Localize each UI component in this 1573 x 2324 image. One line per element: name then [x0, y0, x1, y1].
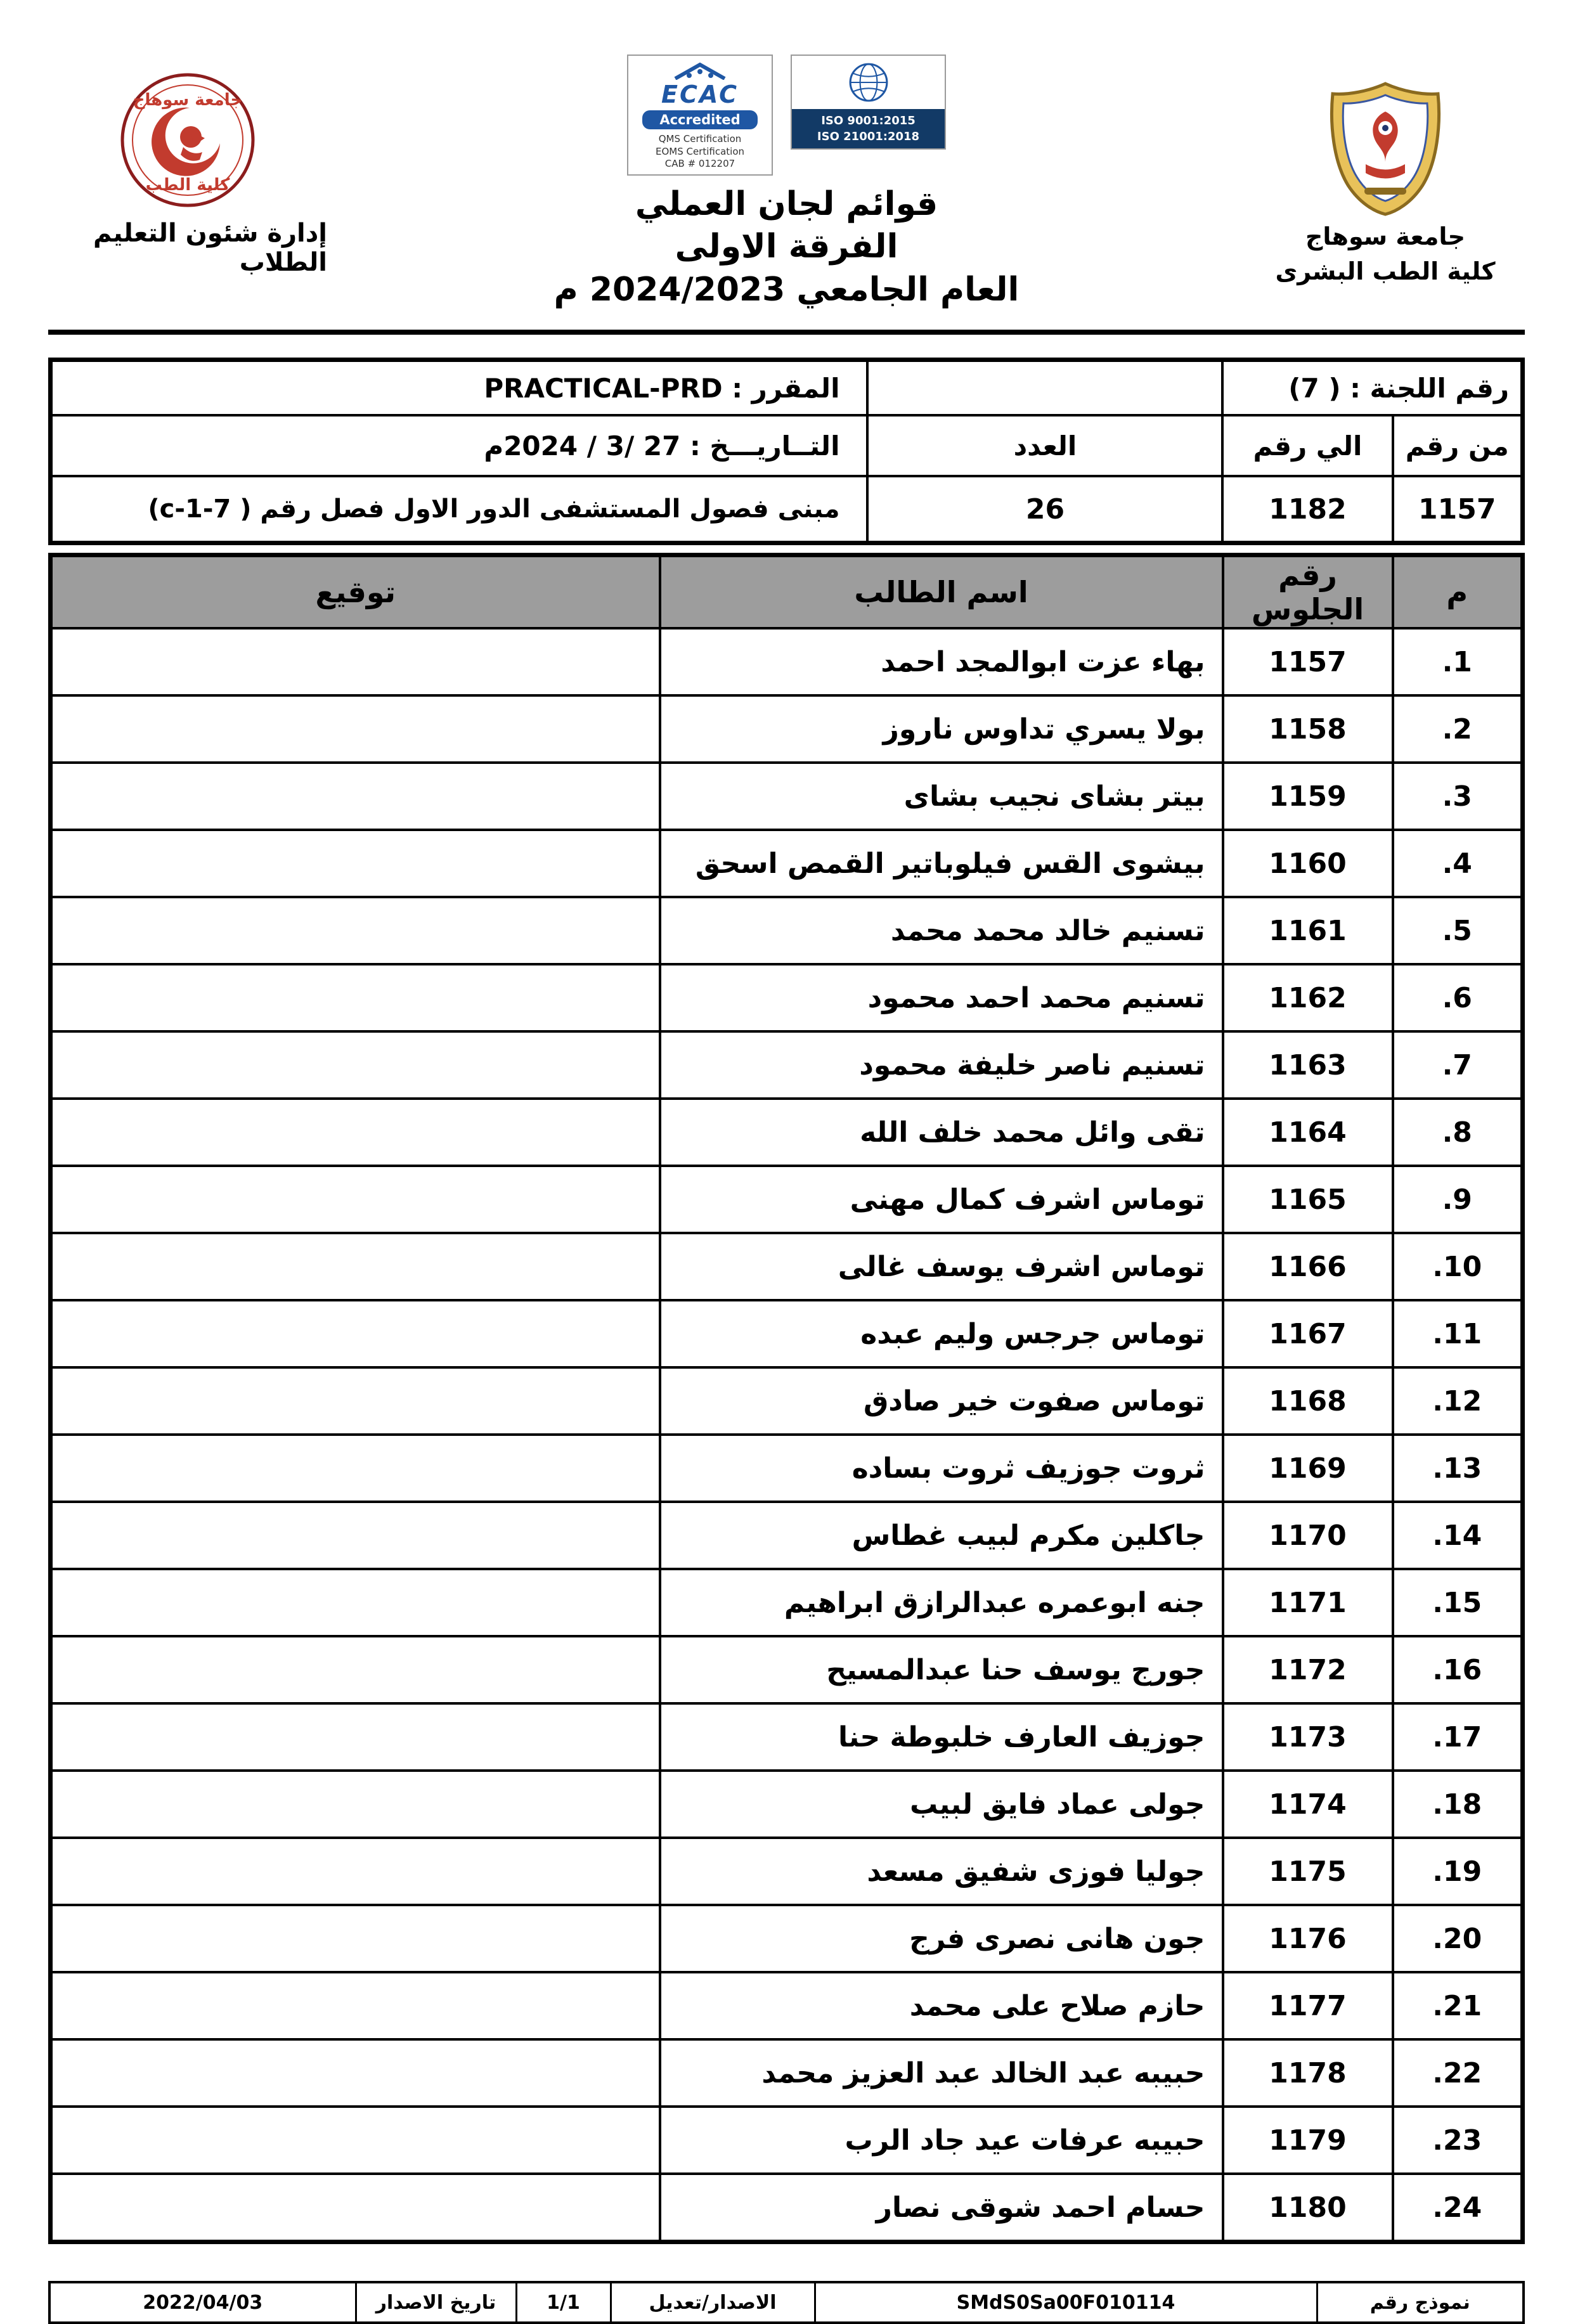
student-row: [51, 628, 1523, 695]
col-header-signature: توقيع: [51, 555, 660, 629]
signature-cell: [51, 1703, 660, 1771]
student-row: [51, 1972, 1523, 2039]
ecac-sub-line3: CAB # 012207: [664, 158, 735, 169]
student-name: تقى وائل محمد خلف الله: [660, 1099, 1223, 1166]
row-index: 1.: [1393, 628, 1523, 695]
row-index: 11.: [1393, 1300, 1523, 1367]
student-name: جولى عماد فايق لبيب: [660, 1771, 1223, 1838]
student-row: [51, 1703, 1523, 1771]
student-row: [51, 1031, 1523, 1099]
row-index: 4.: [1393, 830, 1523, 897]
seat-number: 1157: [1223, 628, 1393, 695]
row-index: 15.: [1393, 1569, 1523, 1636]
faculty-name: كلية الطب البشرى: [1275, 257, 1496, 286]
row-index: 18.: [1393, 1771, 1523, 1838]
seat-number: 1172: [1223, 1636, 1393, 1703]
page-header: [48, 53, 1525, 325]
student-row: [51, 695, 1523, 763]
student-name: جنه ابوعمره عبدالرازق ابراهيم: [660, 1569, 1223, 1636]
student-row: [51, 1367, 1523, 1435]
row-index: 17.: [1393, 1703, 1523, 1771]
course-name: المقرر : PRACTICAL-PRD: [51, 360, 868, 416]
seat-number: 1168: [1223, 1367, 1393, 1435]
seat-number: 1163: [1223, 1031, 1393, 1099]
signature-cell: [51, 1099, 660, 1166]
revision-value: 1/1: [516, 2282, 611, 2323]
ecac-accredited-ribbon: Accredited: [642, 110, 758, 129]
form-number-label: نموذج رقم: [1317, 2282, 1524, 2323]
signature-cell: [51, 763, 660, 830]
signature-cell: [51, 1031, 660, 1099]
aja-logo: [791, 55, 946, 150]
from-number-value: 1157: [1393, 476, 1523, 543]
faculty-logo-top-text: جامعة سوهاج: [133, 91, 242, 110]
title-block: [327, 53, 1246, 311]
to-number-value: 1182: [1222, 476, 1392, 543]
faculty-logo-bottom-text: كلية الطب: [145, 176, 230, 195]
row-index: 9.: [1393, 1166, 1523, 1233]
student-name: بولا يسري تداوس ناروز: [660, 695, 1223, 763]
seat-number: 1176: [1223, 1905, 1393, 1972]
student-row: [51, 897, 1523, 964]
row-index: 20.: [1393, 1905, 1523, 1972]
info-empty-cell: [867, 360, 1222, 416]
student-name: بيشوى القس فيلوباتير القمص اسحق: [660, 830, 1223, 897]
signature-cell: [51, 1166, 660, 1233]
ecac-sub-line2: EOMS Certification: [655, 145, 745, 157]
student-row: [51, 830, 1523, 897]
seat-number: 1175: [1223, 1838, 1393, 1905]
from-number-label: من رقم: [1393, 415, 1523, 476]
seat-number: 1170: [1223, 1502, 1393, 1569]
student-row: [51, 1099, 1523, 1166]
seat-number: 1159: [1223, 763, 1393, 830]
student-name: بهاء عزت ابوالمجد احمد: [660, 628, 1223, 695]
seat-number: 1174: [1223, 1771, 1393, 1838]
ecac-roof-icon: [671, 61, 728, 80]
count-value: 26: [867, 476, 1222, 543]
certification-logos: [627, 55, 946, 176]
exam-location: مبنى فصول المستشفى الدور الاول فصل رقم ( 7-1-c): [51, 476, 868, 543]
faculty-crescent-logo-icon: [120, 72, 256, 209]
title-line-3: العام الجامعي 2024/2023 م: [553, 270, 1020, 309]
student-row: [51, 1233, 1523, 1300]
signature-cell: [51, 1905, 660, 1972]
seat-number: 1171: [1223, 1569, 1393, 1636]
student-name: ثروت جوزيف ثروت بساده: [660, 1435, 1223, 1502]
student-name: جون هانى نصرى فرج: [660, 1905, 1223, 1972]
header-divider-line: [48, 330, 1525, 335]
aja-globe-icon: [848, 61, 890, 103]
admin-caption: إدارة شئون التعليم الطلاب: [93, 219, 327, 277]
signature-cell: [51, 695, 660, 763]
student-name: جورج يوسف حنا عبدالمسيح: [660, 1636, 1223, 1703]
signature-cell: [51, 1636, 660, 1703]
seat-number: 1177: [1223, 1972, 1393, 2039]
seat-number: 1162: [1223, 964, 1393, 1031]
student-name: بيتر بشاى نجيب بشاى: [660, 763, 1223, 830]
row-index: 3.: [1393, 763, 1523, 830]
seat-number: 1169: [1223, 1435, 1393, 1502]
issue-date-label: تاريخ الاصدار: [356, 2282, 516, 2323]
footer-table: [48, 2281, 1525, 2324]
ecac-logo: [627, 55, 773, 176]
title-line-1: قوائم لجان العملي: [635, 184, 938, 223]
student-row: [51, 1838, 1523, 1905]
university-block: [1246, 53, 1525, 288]
admin-block: [48, 53, 327, 277]
row-index: 10.: [1393, 1233, 1523, 1300]
col-header-index: م: [1393, 555, 1523, 629]
signature-cell: [51, 1771, 660, 1838]
ecac-sub-line1: QMS Certification: [658, 133, 742, 145]
exam-date: التــاريـــخ : 27 /3 / 2024م: [51, 415, 868, 476]
student-name: جوزيف العارف خلبوطة حنا: [660, 1703, 1223, 1771]
seat-number: 1180: [1223, 2174, 1393, 2242]
signature-cell: [51, 1367, 660, 1435]
student-row: [51, 1435, 1523, 1502]
student-name: حسام احمد شوقى نصار: [660, 2174, 1223, 2242]
student-row: [51, 1569, 1523, 1636]
seat-number: 1179: [1223, 2107, 1393, 2174]
row-index: 13.: [1393, 1435, 1523, 1502]
row-index: 23.: [1393, 2107, 1523, 2174]
student-row: [51, 964, 1523, 1031]
ecac-name: ECAC: [661, 81, 739, 108]
student-name: حازم صلاح على محمد: [660, 1972, 1223, 2039]
revision-label: الاصدار/تعديل: [611, 2282, 815, 2323]
signature-cell: [51, 1435, 660, 1502]
signature-cell: [51, 2039, 660, 2107]
university-emblem-icon: [1324, 79, 1447, 218]
student-row: [51, 1771, 1523, 1838]
student-row: [51, 1636, 1523, 1703]
student-row: [51, 2039, 1523, 2107]
col-header-name: اسم الطالب: [660, 555, 1223, 629]
student-row: [51, 2174, 1523, 2242]
university-name: جامعة سوهاج: [1305, 223, 1466, 250]
info-row-2: [51, 415, 1523, 476]
row-index: 2.: [1393, 695, 1523, 763]
signature-cell: [51, 2174, 660, 2242]
student-name: جاكلين مكرم لبيب غطاس: [660, 1502, 1223, 1569]
row-index: 21.: [1393, 1972, 1523, 2039]
seat-number: 1165: [1223, 1166, 1393, 1233]
issue-date-value: 2022/04/03: [49, 2282, 356, 2323]
count-label: العدد: [867, 415, 1222, 476]
row-index: 14.: [1393, 1502, 1523, 1569]
student-name: توماس اشرف كمال مهنى: [660, 1166, 1223, 1233]
info-row-1: [51, 360, 1523, 416]
committee-info-table: [48, 358, 1525, 545]
aja-iso-line1: ISO 9001:2015: [821, 114, 916, 127]
document-titles: [554, 183, 1020, 312]
seat-number: 1173: [1223, 1703, 1393, 1771]
row-index: 6.: [1393, 964, 1523, 1031]
row-index: 22.: [1393, 2039, 1523, 2107]
committee-number: رقم اللجنة : ( 7): [1222, 360, 1522, 416]
student-name: توماس صفوت خير صادق: [660, 1367, 1223, 1435]
form-number-value: SMdS0Sa00F010114: [815, 2282, 1317, 2323]
student-name: حبيبه عبد الخالد عبد العزيز محمد: [660, 2039, 1223, 2107]
student-name: حبيبه عرفات عيد جاد الرب: [660, 2107, 1223, 2174]
row-index: 24.: [1393, 2174, 1523, 2242]
row-index: 16.: [1393, 1636, 1523, 1703]
row-index: 5.: [1393, 897, 1523, 964]
title-line-2: الفرقة الاولى: [675, 228, 898, 266]
to-number-label: الي رقم: [1222, 415, 1392, 476]
student-name: توماس اشرف يوسف غالى: [660, 1233, 1223, 1300]
aja-iso-band: [792, 109, 945, 148]
student-name: تسنيم ناصر خليفة محمود: [660, 1031, 1223, 1099]
seat-number: 1164: [1223, 1099, 1393, 1166]
signature-cell: [51, 1838, 660, 1905]
aja-iso-line2: ISO 21001:2018: [817, 130, 920, 144]
seat-number: 1160: [1223, 830, 1393, 897]
student-row: [51, 1905, 1523, 1972]
footer-row: [49, 2282, 1524, 2323]
row-index: 8.: [1393, 1099, 1523, 1166]
signature-cell: [51, 2107, 660, 2174]
signature-cell: [51, 830, 660, 897]
row-index: 19.: [1393, 1838, 1523, 1905]
signature-cell: [51, 1972, 660, 2039]
student-row: [51, 1300, 1523, 1367]
signature-cell: [51, 964, 660, 1031]
info-row-3: [51, 476, 1523, 543]
students-table-header: [51, 555, 1523, 629]
student-row: [51, 1502, 1523, 1569]
student-name: توماس جرجس وليم عبده: [660, 1300, 1223, 1367]
signature-cell: [51, 1300, 660, 1367]
student-row: [51, 1166, 1523, 1233]
seat-number: 1178: [1223, 2039, 1393, 2107]
student-name: تسنيم محمد احمد محمود: [660, 964, 1223, 1031]
signature-cell: [51, 1569, 660, 1636]
signature-cell: [51, 897, 660, 964]
students-table: [48, 553, 1525, 2244]
row-index: 12.: [1393, 1367, 1523, 1435]
row-index: 7.: [1393, 1031, 1523, 1099]
seat-number: 1158: [1223, 695, 1393, 763]
student-row: [51, 2107, 1523, 2174]
seat-number: 1167: [1223, 1300, 1393, 1367]
col-header-seat: رقم الجلوس: [1223, 555, 1393, 629]
seat-number: 1161: [1223, 897, 1393, 964]
student-name: جوليا فوزى شفيق مسعد: [660, 1838, 1223, 1905]
seat-number: 1166: [1223, 1233, 1393, 1300]
student-name: تسنيم خالد محمد محمد: [660, 897, 1223, 964]
signature-cell: [51, 1233, 660, 1300]
student-row: [51, 763, 1523, 830]
signature-cell: [51, 628, 660, 695]
signature-cell: [51, 1502, 660, 1569]
